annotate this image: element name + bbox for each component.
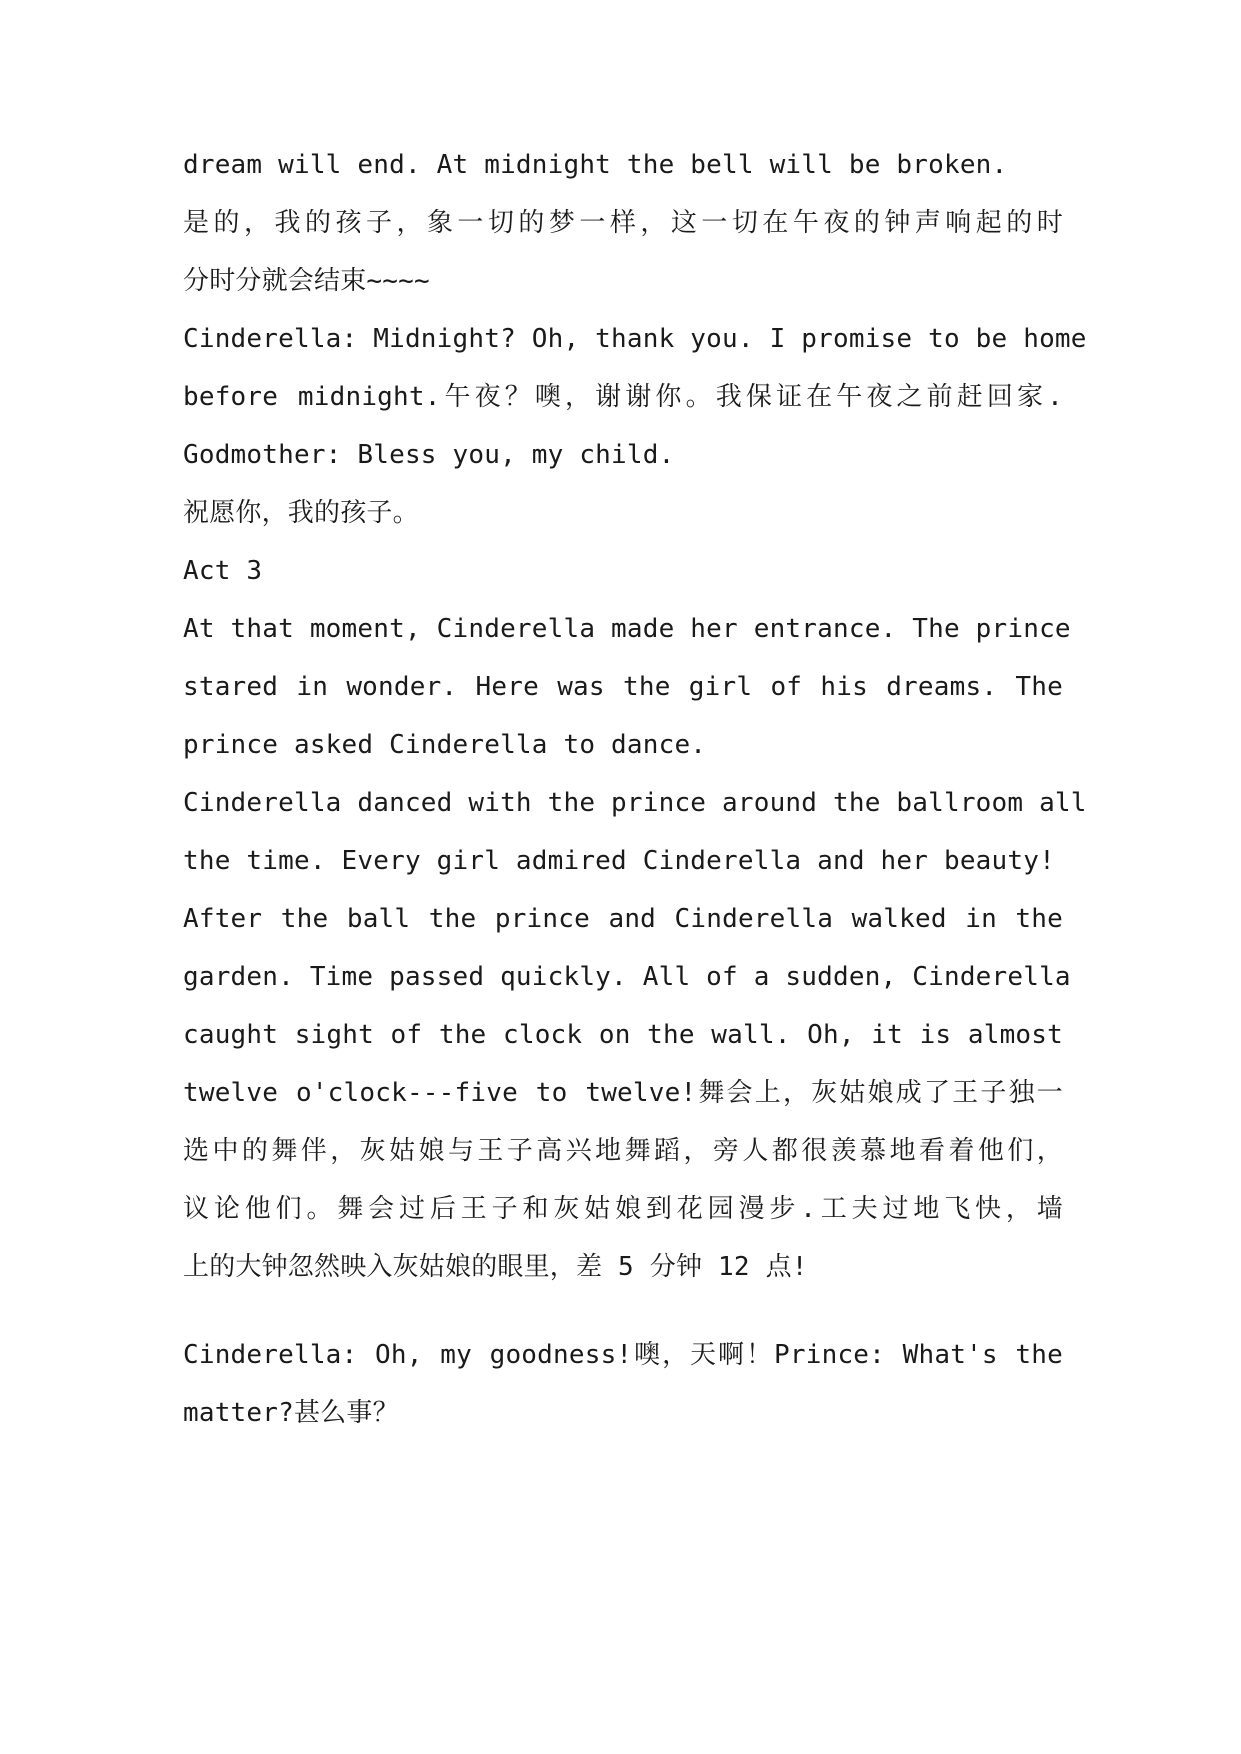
text-line: After the ball the prince and Cinderella walked in the [183, 904, 1063, 934]
text-line: 分时分就会结束~~~~ [183, 266, 430, 296]
text-line: dream will end. At midnight the bell will be broken. [183, 150, 1008, 180]
text-line: Cinderella: Midnight? Oh, thank you. I promise to be home [183, 324, 1087, 354]
text-line: 是的，我的孩子，象一切的梦一样，这一切在午夜的钟声响起的时 [183, 208, 1063, 238]
text-line: Cinderella danced with the prince around the ballroom all [183, 788, 1087, 818]
text-line: caught sight of the clock on the wall. Oh, it is almost [183, 1020, 1063, 1050]
text-line: before midnight.午夜？噢，谢谢你。我保证在午夜之前赶回家. [183, 382, 1063, 412]
text-line: 选中的舞伴，灰姑娘与王子高兴地舞蹈，旁人都很羡慕地看着他们， [183, 1136, 1063, 1166]
text-line: twelve o'clock---five to twelve!舞会上，灰姑娘成了王子独一 [183, 1078, 1063, 1108]
text-line: the time. Every girl admired Cinderella and her beauty! [183, 846, 1055, 876]
section-heading: Act 3 [183, 556, 263, 586]
text-line: stared in wonder. Here was the girl of his dreams. The [183, 672, 1063, 702]
text-line: At that moment, Cinderella made her entrance. The prince [183, 614, 1071, 644]
text-line: 议论他们。舞会过后王子和灰姑娘到花园漫步.工夫过地飞快，墙 [183, 1194, 1063, 1224]
text-line: matter?甚么事？ [183, 1398, 399, 1428]
text-line: garden. Time passed quickly. All of a sudden, Cinderella [183, 962, 1071, 992]
text-line: 上的大钟忽然映入灰姑娘的眼里，差 5 分钟 12 点! [183, 1252, 808, 1282]
text-line: prince asked Cinderella to dance. [183, 730, 707, 760]
text-line: Godmother: Bless you, my child. [183, 440, 675, 470]
text-line: Cinderella: Oh, my goodness!噢，天啊！Prince: What's the [183, 1340, 1063, 1370]
text-line: 祝愿你，我的孩子。 [183, 498, 419, 528]
